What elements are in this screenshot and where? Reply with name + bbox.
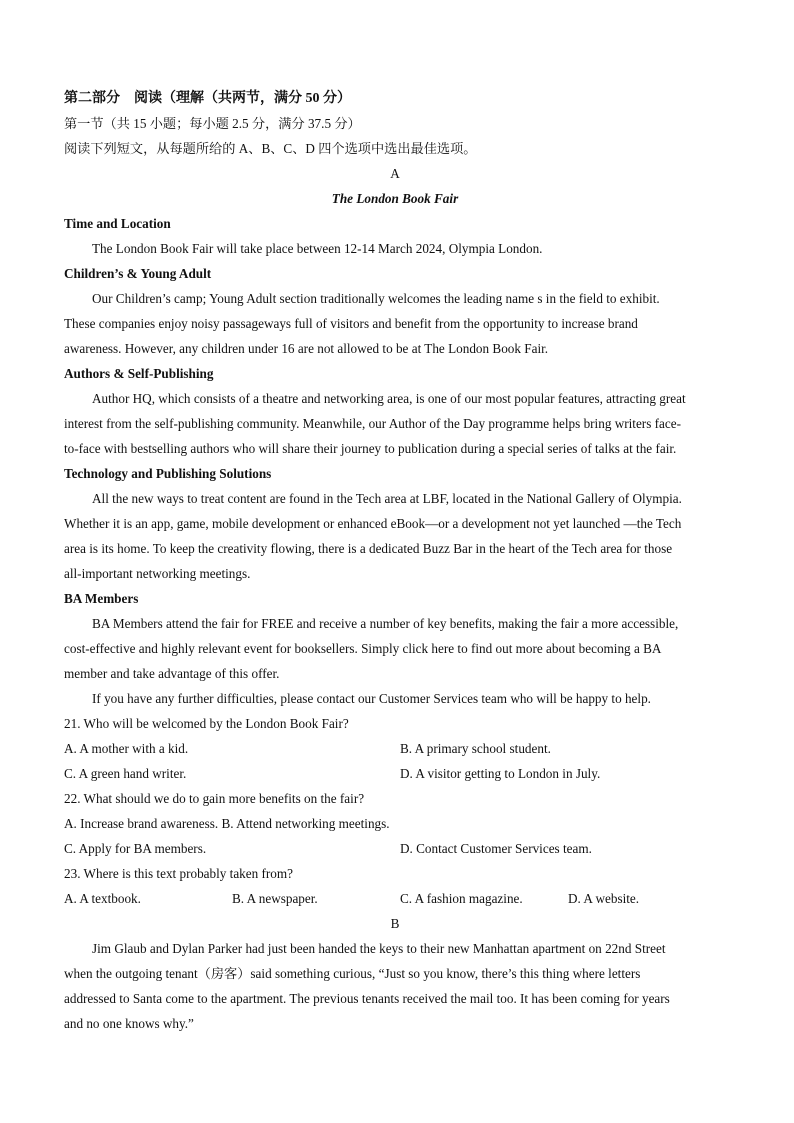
question-stem: 21. Who will be welcomed by the London Book Fair? [64, 716, 349, 731]
option-a: A. A textbook. [64, 891, 141, 906]
section-heading-time: Time and Location [64, 216, 171, 231]
option-row [64, 886, 726, 911]
passage-a-section-ba-members [64, 586, 726, 686]
paragraph-line: addressed to Santa come to the apartment. The previous tenants received the mail too. It has been coming for years [64, 991, 670, 1006]
paragraph-line: awareness. However, any children under 16 are not allowed to be at The London Book Fair. [64, 341, 549, 356]
option-c: C. A fashion magazine. [400, 891, 523, 906]
option-a: A. A mother with a kid. [64, 741, 189, 756]
closing-line: If you have any further difficulties, please contact our Customer Services team who will be happy to help. [92, 691, 651, 706]
question-22 [64, 786, 726, 861]
paragraph-line: area is its home. To keep the creativity flowing, there is a dedicated Buzz Bar in the heart of the Tech area for those [64, 541, 673, 556]
passage-b-label: B [390, 916, 400, 931]
option-line-ab: A. Increase brand awareness. B. Attend networking meetings. [64, 816, 390, 831]
option-c: C. Apply for BA members. [64, 841, 207, 856]
paragraph-line: These companies enjoy noisy passageways full of visitors and benefit from the opportunity to increase brand [64, 316, 638, 331]
passage-a-section-technology [64, 461, 726, 586]
paragraph-line: Author HQ, which consists of a theatre and networking area, is one of our most popular features, attracting great [92, 391, 686, 406]
option-d: D. A visitor getting to London in July. [400, 766, 601, 781]
section-heading-ba-members: BA Members [64, 591, 139, 606]
option-b: B. A primary school student. [400, 741, 551, 756]
option-d: D. A website. [568, 891, 640, 906]
paragraph-line: All the new ways to treat content are found in the Tech area at LBF, located in the National Gallery of Olympia. [92, 491, 682, 506]
paragraph-line: member and take advantage of this offer. [64, 666, 280, 681]
section-heading-children: Children’s & Young Adult [64, 266, 212, 281]
option-row [64, 836, 726, 861]
question-23 [64, 861, 726, 911]
option-row [64, 761, 726, 786]
section-heading: 第一节（共 15 小题；每小题 2.5 分，满分 37.5 分） [64, 116, 361, 131]
option-row [64, 736, 726, 761]
paragraph-line: Our Children’s camp; Young Adult section traditionally welcomes the leading name s in the field to exhibit. [92, 291, 660, 306]
passage-a-label: A [390, 166, 400, 181]
paragraph-line: all-important networking meetings. [64, 566, 251, 581]
question-stem: 23. Where is this text probably taken from? [64, 866, 294, 881]
paragraph-line: Whether it is an app, game, mobile development or enhanced eBook—or a development not yet launched —the Tech [64, 516, 682, 531]
paragraph-line: interest from the self-publishing community. Meanwhile, our Author of the Day programme helps bring writers face- [64, 416, 681, 431]
paragraph-line: The London Book Fair will take place between 12-14 March 2024, Olympia London. [92, 241, 543, 256]
paragraph-line: Jim Glaub and Dylan Parker had just been handed the keys to their new Manhattan apartment on 22nd Street [92, 941, 666, 956]
option-c: C. A green hand writer. [64, 766, 187, 781]
exam-page [64, 86, 726, 1036]
question-21 [64, 711, 726, 786]
paragraph-line: BA Members attend the fair for FREE and receive a number of key benefits, making the fair a more accessible, [92, 616, 679, 631]
passage-a-section-time [64, 211, 726, 261]
part-heading: 第二部分 阅读（理解（共两节，满分 50 分） [64, 91, 351, 106]
passage-a-section-authors [64, 361, 726, 461]
option-d: D. Contact Customer Services team. [400, 841, 592, 856]
paragraph-line: and no one knows why.” [64, 1016, 194, 1031]
paragraph-line: to-face with bestselling authors who will share their journey to publication during a special series of talks at the fair. [64, 441, 677, 456]
question-stem: 22. What should we do to gain more benefits on the fair? [64, 791, 365, 806]
paragraph-line: when the outgoing tenant（房客）said something curious, “Just so you know, there’s this thing where letters [64, 966, 641, 981]
section-heading-technology: Technology and Publishing Solutions [64, 466, 272, 481]
passage-b-body [64, 936, 726, 1036]
instruction-text: 阅读下列短文，从每题所给的 A、B、C、D 四个选项中选出最佳选项。 [64, 141, 477, 156]
passage-a-section-children [64, 261, 726, 361]
passage-a-title: The London Book Fair [331, 191, 459, 206]
paragraph-line: cost-effective and highly relevant event for booksellers. Simply click here to find out more about becoming a BA [64, 641, 662, 656]
option-b: B. A newspaper. [232, 891, 318, 906]
section-heading-authors: Authors & Self-Publishing [64, 366, 214, 381]
